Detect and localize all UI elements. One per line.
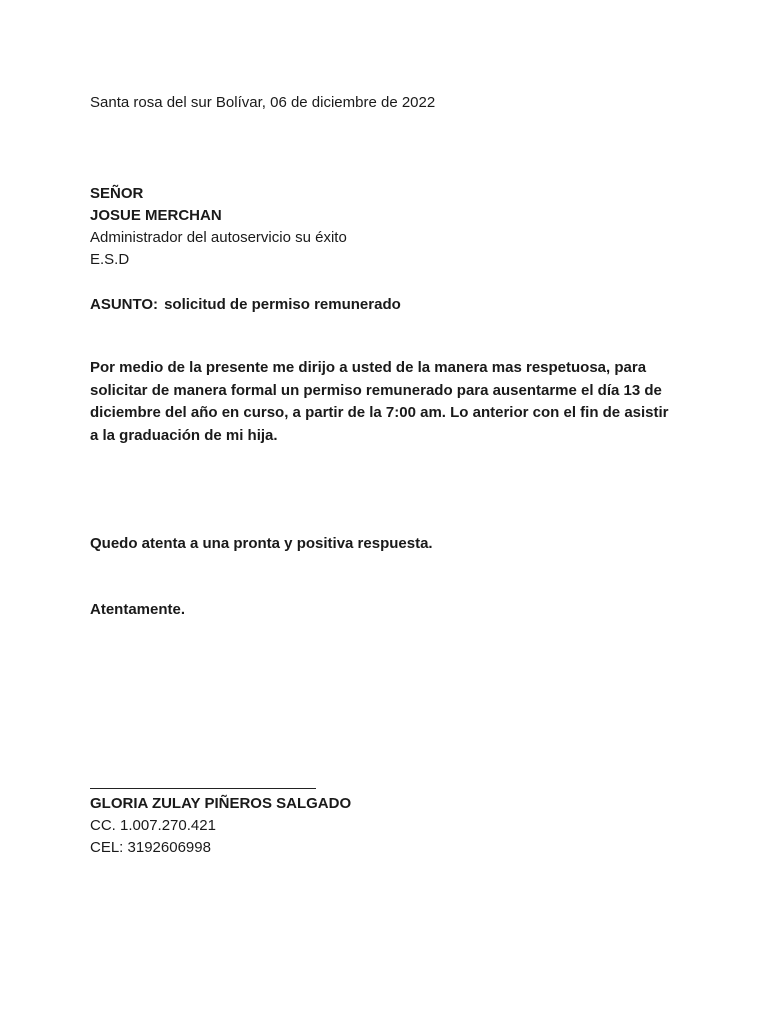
signer-cc: CC. 1.007.270.421 [90,817,216,834]
subject-value: solicitud de permiso remunerado [164,296,401,313]
subject-line [90,294,401,316]
body-line: Por medio de la presente me dirijo a usted de la manera mas respetuosa, para [90,359,647,376]
body-paragraph [90,357,680,447]
recipient-salutation: SEÑOR [90,185,144,202]
place-date: Santa rosa del sur Bolívar, 06 de diciembre de 2022 [90,94,436,111]
subject-label: ASUNTO: [90,296,159,313]
closing-note: Quedo atenta a una pronta y positiva respuesta. [90,535,433,552]
body-line: a la graduación de mi hija. [90,426,278,444]
signer-name: GLORIA ZULAY PIÑEROS SALGADO [90,795,352,812]
body-line: solicitar de manera formal un permiso remunerado para ausentarme el día 13 de [90,381,662,399]
signature-line [90,778,316,789]
signer-cel: CEL: 3192606998 [90,839,211,856]
body-line: diciembre del año en curso, a partir de la 7:00 am. Lo anterior con el fin de asistir [90,404,669,421]
recipient-title: Administrador del autoservicio su éxito [90,229,347,246]
sign-off: Atentamente. [90,601,186,618]
recipient-esd: E.S.D [90,251,130,268]
recipient-name: JOSUE MERCHAN [90,207,222,224]
